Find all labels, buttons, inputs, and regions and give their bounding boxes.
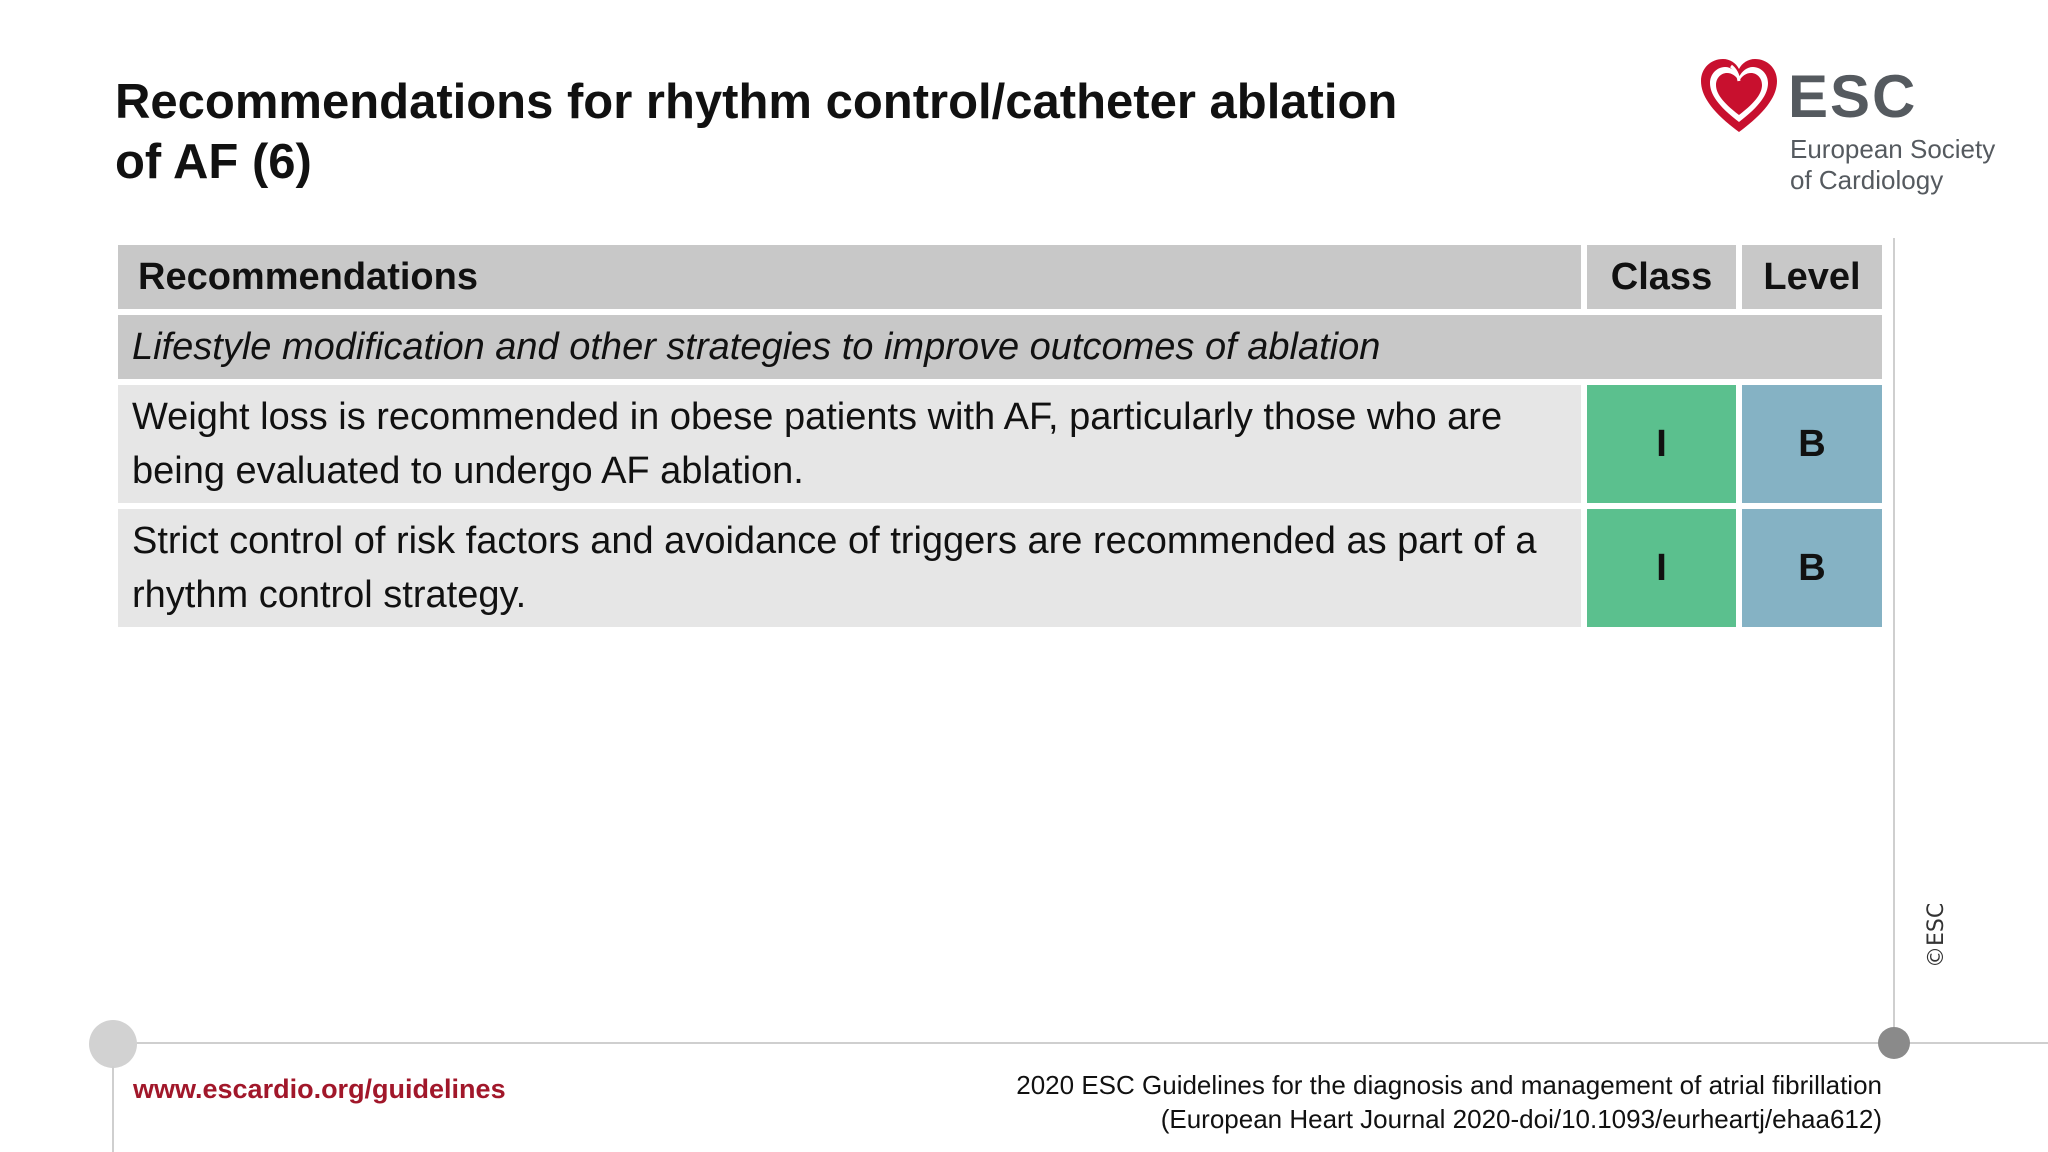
footer-right-dot [1878, 1027, 1910, 1059]
esc-heart-logo-icon [1698, 56, 1780, 138]
recommendation-text: Strict control of risk factors and avoidance of triggers are recommended as part of a rhythm control strategy. [118, 509, 1581, 627]
reference-line1: 2020 ESC Guidelines for the diagnosis and management of atrial fibrillation [1016, 1070, 1882, 1100]
right-divider-line [1893, 238, 1895, 1042]
copyright-label: ©ESC [1924, 902, 1949, 968]
guidelines-link[interactable]: www.escardio.org/guidelines [133, 1074, 506, 1104]
recommendation-text: Weight loss is recommended in obese patients with AF, particularly those who are being evaluated to undergo AF ablation. [118, 385, 1581, 503]
level-badge: B [1742, 385, 1882, 503]
header-level: Level [1742, 245, 1882, 309]
logo-abbreviation: ESC [1788, 63, 1918, 130]
page-title-line2: of AF (6) [115, 135, 312, 189]
header-recommendations: Recommendations [118, 245, 1581, 309]
page-title-line1: Recommendations for rhythm control/catheter ablation [115, 75, 1398, 129]
header-class: Class [1587, 245, 1736, 309]
section-heading: Lifestyle modification and other strategies to improve outcomes of ablation [118, 315, 1882, 379]
class-badge: I [1587, 509, 1736, 627]
esc-logo [1698, 56, 2008, 206]
logo-name [1790, 134, 1995, 196]
guideline-reference [1016, 1068, 1882, 1136]
footer-left-dot [89, 1020, 137, 1068]
page-title [115, 72, 1535, 192]
reference-line2: (European Heart Journal 2020-doi/10.1093/eurheartj/ehaa612) [1160, 1104, 1882, 1134]
logo-name-line2: of Cardiology [1790, 165, 1944, 195]
logo-name-line1: European Society [1790, 134, 1996, 164]
level-badge: B [1742, 509, 1882, 627]
footer-divider-line [112, 1042, 2048, 1044]
class-badge: I [1587, 385, 1736, 503]
footer-left-line [112, 1066, 114, 1152]
